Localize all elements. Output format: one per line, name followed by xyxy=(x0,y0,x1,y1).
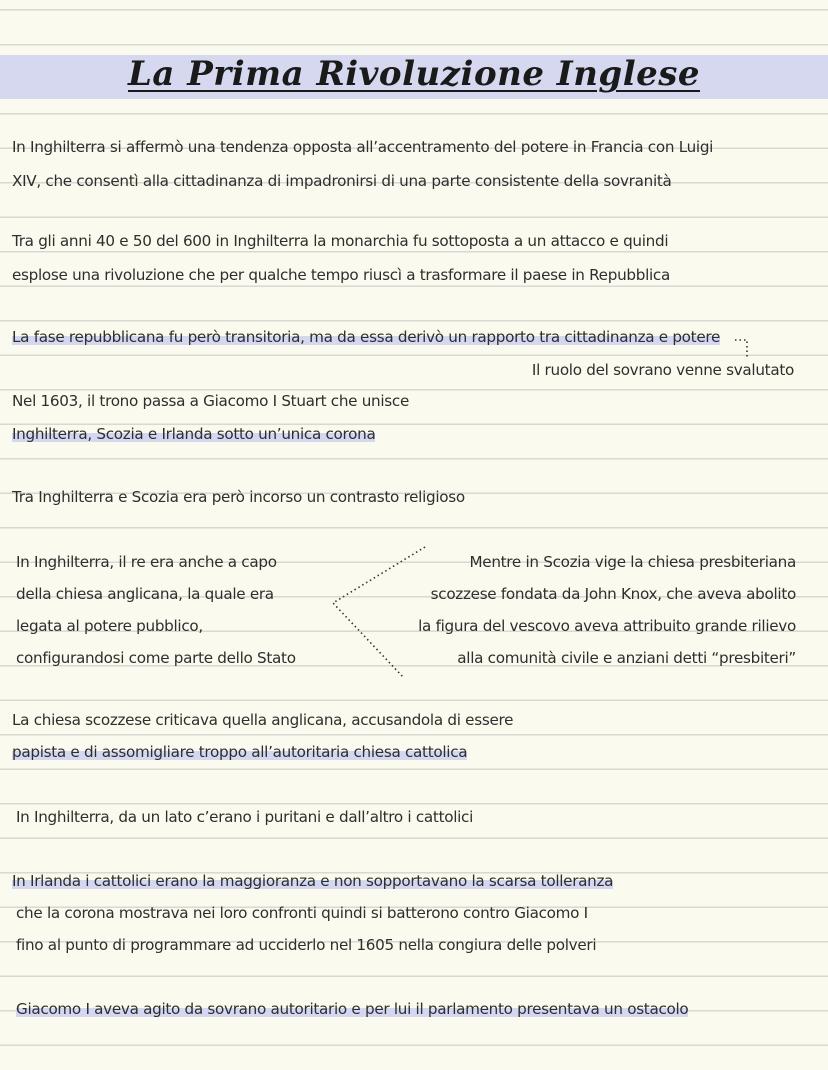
paragraph-1-line-2: XIV, che consentì alla cittadinanza di impadronirsi di una parte consistente della sovranità xyxy=(12,172,672,190)
left-column-line-3: legata al potere pubblico, xyxy=(16,617,203,635)
paragraph-2-line-2: esplose una rivoluzione che per qualche tempo riuscì a trasformare il paese in Repubblica xyxy=(12,266,670,284)
paragraph-3-line-1: La fase repubblicana fu però transitoria, ma da essa derivò un rapporto tra cittadinanza e potere xyxy=(12,328,721,346)
page-title: La Prima Rivoluzione Inglese xyxy=(127,54,701,94)
left-column-line-2: della chiesa anglicana, la quale era xyxy=(16,585,274,603)
paragraph-8-line-2: che la corona mostrava nei loro confronti quindi si batterono contro Giacomo I xyxy=(16,904,588,922)
paragraph-4-line-2: Inghilterra, Scozia e Irlanda sotto un’unica corona xyxy=(12,425,376,443)
paragraph-3-line-2: Il ruolo del sovrano venne svalutato xyxy=(531,361,794,379)
right-column-line-2: scozzese fondata da John Knox, che aveva abolito xyxy=(430,585,796,603)
right-column-line-4: alla comunità civile e anziani detti “presbiteri” xyxy=(457,649,796,667)
paragraph-8-line-1: In Irlanda i cattolici erano la maggioranza e non sopportavano la scarsa tolleranza xyxy=(12,872,614,890)
paragraph-6-line-2: papista e di assomigliare troppo all’autoritaria chiesa cattolica xyxy=(12,743,468,761)
paragraph-9-line-1: Giacomo I aveva agito da sovrano autoritario e per lui il parlamento presentava un ostacolo xyxy=(16,1000,689,1018)
paragraph-8-line-3: fino al punto di programmare ad ucciderlo nel 1605 nella congiura delle polveri xyxy=(16,936,597,954)
right-column-line-3: la figura del vescovo aveva attribuito grande rilievo xyxy=(418,617,796,635)
left-column-line-4: configurandosi come parte dello Stato xyxy=(16,649,296,667)
paragraph-4-line-1: Nel 1603, il trono passa a Giacomo I Stuart che unisce xyxy=(12,392,410,410)
dotted-arrow-connector xyxy=(735,330,755,360)
paragraph-2-line-1: Tra gli anni 40 e 50 del 600 in Inghilterra la monarchia fu sottoposta a un attacco e quindi xyxy=(12,232,669,250)
paragraph-6-line-1: La chiesa scozzese criticava quella anglicana, accusandola di essere xyxy=(12,711,514,729)
dotted-chevron-connector xyxy=(325,545,430,685)
right-column-line-1: Mentre in Scozia vige la chiesa presbiteriana xyxy=(469,553,796,571)
paragraph-1-line-1: In Inghilterra si affermò una tendenza opposta all’accentramento del potere in Francia con Luigi xyxy=(12,138,714,156)
left-column-line-1: In Inghilterra, il re era anche a capo xyxy=(16,553,277,571)
paragraph-5-line-1: Tra Inghilterra e Scozia era però incorso un contrasto religioso xyxy=(12,488,465,506)
paragraph-7-line-1: In Inghilterra, da un lato c’erano i puritani e dall’altro i cattolici xyxy=(16,808,474,826)
